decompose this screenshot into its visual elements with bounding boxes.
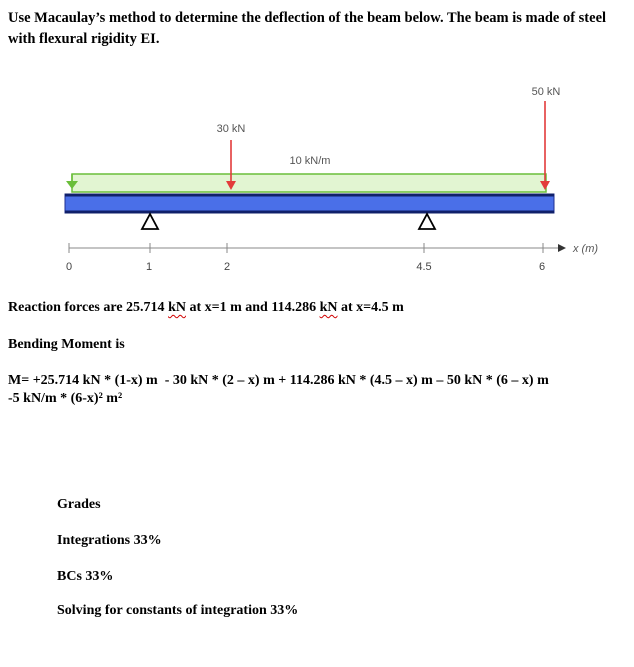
bending-moment-heading: Bending Moment is [8, 337, 125, 352]
point-load-50-label: 50 kN [531, 86, 561, 98]
grade-item-constants: Solving for constants of integration 33% [57, 603, 299, 618]
beam-diagram [0, 0, 634, 290]
support-right-icon [419, 214, 435, 229]
beam [65, 194, 554, 213]
moment-equation-line-2: -5 kN/m * (6-x)² m² [8, 391, 123, 406]
support-left-icon [142, 214, 158, 229]
x-axis-label: x (m) [573, 243, 599, 255]
grade-item-integrations: Integrations 33% [57, 533, 162, 548]
reaction-forces-text [8, 298, 623, 317]
tick-label-1: 1 [145, 261, 153, 273]
grades-title: Grades [57, 497, 101, 512]
tick-label-0: 0 [65, 261, 73, 273]
tick-label-4-5: 4.5 [416, 261, 432, 273]
distributed-load-area [72, 174, 546, 192]
distributed-load-label: 10 kN/m [289, 155, 331, 167]
reaction-middle: at x=1 m and 114.286 [185, 300, 320, 315]
reaction-unit-2: kN [319, 300, 338, 315]
x-axis-arrow-icon [558, 244, 566, 252]
reaction-prefix: Reaction forces are 25.714 [8, 300, 169, 315]
reaction-suffix: at x=4.5 m [337, 300, 404, 315]
reaction-unit-1: kN [168, 300, 186, 315]
point-load-30-label: 30 kN [216, 123, 246, 135]
moment-equation-line-1: M= +25.714 kN * (1-x) m - 30 kN * (2 – x) m + 114.286 kN * (4.5 – x) m – 50 kN * (6 – x) m [8, 373, 549, 388]
tick-label-6: 6 [538, 261, 546, 273]
question-text: Use Macaulay’s method to determine the deflection of the beam below. The beam is made of steel with flexural rigidity EI. [8, 10, 607, 47]
point-load-30-arrow-icon [226, 140, 236, 190]
tick-label-2: 2 [223, 261, 231, 273]
grade-item-bcs: BCs 33% [57, 569, 114, 584]
